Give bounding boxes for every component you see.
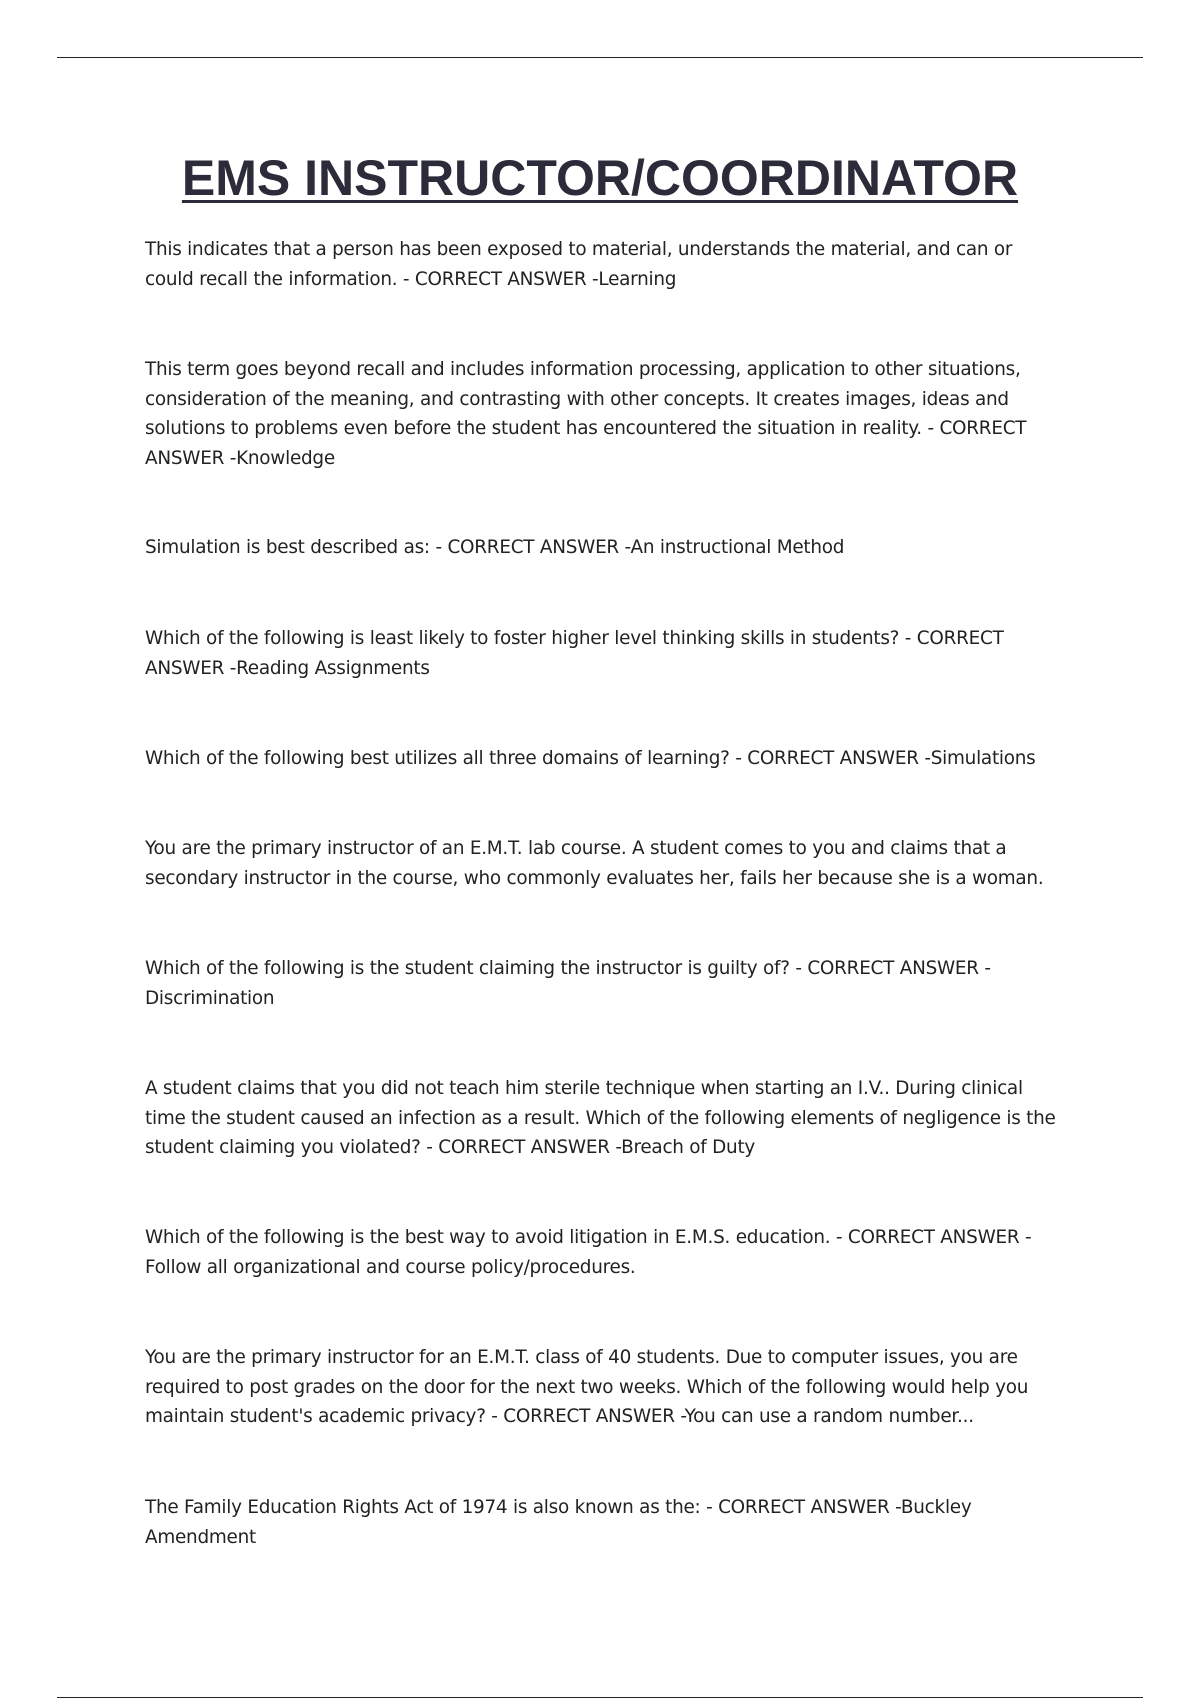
qa-item-1: This indicates that a person has been exposed to material, understands the material, and can or could recall the information. - CORRECT ANSWER -Learning (145, 239, 1013, 290)
top-rule (57, 57, 1143, 58)
qa-item-8: A student claims that you did not teach him sterile technique when starting an I.V.. During clinical time the student caused an infection as a result. Which of the following elements of negligence is the student claiming you violated? - CORRECT ANSWER -Breach of Duty (145, 1078, 1056, 1158)
qa-item-2: This term goes beyond recall and includes information processing, application to other situations, consideration of the meaning, and contrasting with other concepts. It creates images, ideas and solutions to problems even before the student has encountered the situation in reality. - CORRECT ANSWER -Knowledge (145, 359, 1027, 469)
qa-item-11: The Family Education Rights Act of 1974 is also known as the: - CORRECT ANSWER -Buckley Amendment (145, 1497, 972, 1548)
qa-item-9: Which of the following is the best way to avoid litigation in E.M.S. education. - CORRECT ANSWER -Follow all organizational and course policy/procedures. (145, 1227, 1032, 1278)
qa-item-6: You are the primary instructor of an E.M.T. lab course. A student comes to you and claims that a secondary instructor in the course, who commonly evaluates her, fails her because she is a woman. (145, 838, 1044, 889)
bottom-rule (57, 1697, 1143, 1698)
qa-item-4: Which of the following is least likely to foster higher level thinking skills in students? - CORRECT ANSWER -Reading Assignments (145, 628, 1004, 679)
page-title-text: EMS INSTRUCTOR/COORDINATOR (181, 150, 1019, 206)
qa-item-5: Which of the following best utilizes all three domains of learning? - CORRECT ANSWER -Simulations (145, 748, 1036, 769)
qa-item-3: Simulation is best described as: - CORRECT ANSWER -An instructional Method (145, 537, 845, 558)
qa-item-10: You are the primary instructor for an E.M.T. class of 40 students. Due to computer issues, you are required to post grades on the door for the next two weeks. Which of the following would help you maintain student's academic privacy? - CORRECT ANSWER -You can use a random number... (145, 1347, 1029, 1427)
qa-item-7: Which of the following is the student claiming the instructor is guilty of? - CORRECT ANSWER -Discrimination (145, 958, 991, 1009)
page-title (0, 148, 1200, 208)
